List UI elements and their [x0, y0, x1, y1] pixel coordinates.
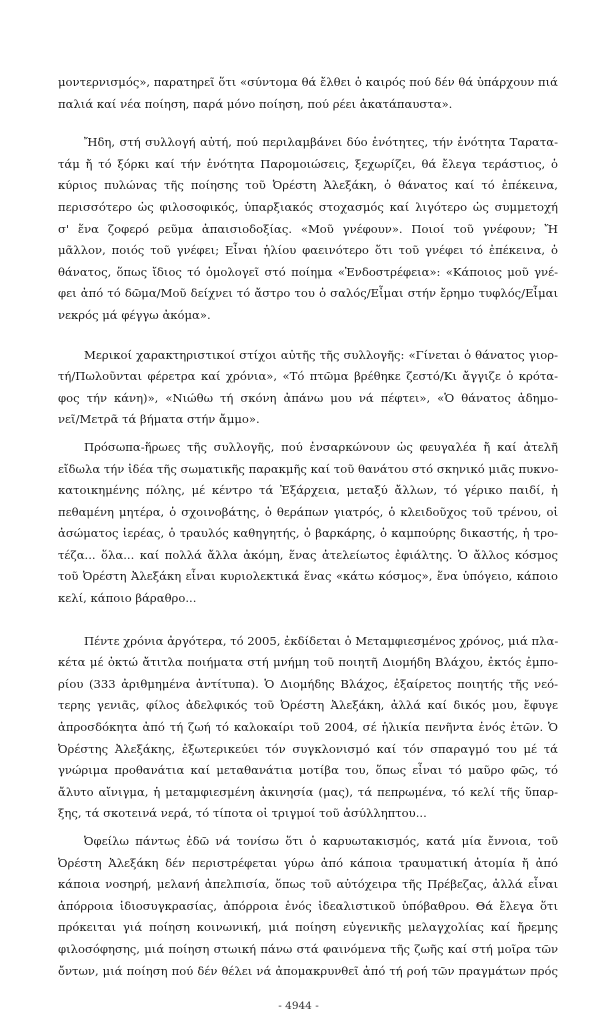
text-line: μοντερνισμός», παρατηρεῖ ὅτι «σύντομα θά ἔλθει ὁ καιρός πού δέν θά ὑπάρχουν πιά — [58, 75, 558, 89]
text-line: ὄντων, μιά ποίηση πού δέν θέλει νά ἀπομακρυνθεῖ ἀπό τή ροή τῶν πραγμάτων πρός — [58, 963, 558, 978]
text-line: φιλοσόφησης, μιά ποίηση στωική πάνω στά φαινόμενα τῆς ζωῆς καί στή μοῖρα τῶν — [58, 941, 558, 956]
text-line: Πέντε χρόνια ἀργότερα, τό 2005, ἐκδίδεται ὁ Μεταμφιεσμένος χρόνος, μιά πλα- — [84, 633, 559, 648]
text-line: Ἤδη, στή συλλογή αὐτή, πού περιλαμβάνει δύο ἑνότητες, τήν ἑνότητα Ταρατα- — [84, 135, 558, 150]
text-line: σ' ἕνα ζοφερό ρεῦμα ἀπαισιοδοξίας. «Μοῦ γνέφουν». Ποιοί τοῦ γνέφουν; Ἤ — [58, 221, 558, 236]
text-line: τή/Πωλοῦνται φέρετρα καί χρόνια», «Τό πτῶμα βρέθηκε ζεστό/Κι ἄγγιζε ὁ κρότα- — [58, 369, 558, 384]
text-line: νεῖ/Μετρᾶ τά βήματα στήν ἄμμο». — [58, 412, 260, 427]
text-line: πρόκειται γιά ποίηση κοινωνική, μιά ποίηση εὐγενικῆς μελαγχολίας καί ἤρεμης — [58, 920, 558, 935]
paragraph-2 — [58, 132, 558, 326]
text-line: νεκρός μά φέγγω ἀκόμα». — [58, 307, 211, 322]
text-line: κύριος πυλώνας τῆς ποίησης τοῦ Ὀρέστη Ἀλεξάκη, ὁ θάνατος καί τό ἐπέκεινα, — [58, 178, 558, 193]
text-line: μᾶλλον, ποιός τοῦ γνέφει; Εἶναι ἡλίου φαεινότερο ὅτι τοῦ γνέφει τό ἐπέκεινα, ὁ — [58, 243, 558, 258]
text-line: κέτα μέ ὀκτώ ἄτιτλα ποιήματα στή μνήμη τοῦ ποιητῆ Διομήδη Βλάχου, ἐκτός ἐμπο- — [58, 655, 558, 670]
text-line: Ὀρέστης Ἀλεξάκης, ἐξωτερικεύει τόν συγκλονισμό καί τόν σπαραγμό του μέ τά — [58, 741, 558, 756]
text-line: κάποια νοσηρή, μελανή ἀπελπισία, ὅπως τοῦ αὐτόχειρα τῆς Πρέβεζας, ἀλλά εἶναι — [58, 877, 558, 892]
text-line: τέζα... ὅλα... καί πολλά ἄλλα ἀκόμη, ἕνας ἀτελείωτος ἐφιάλτης. Ὁ ἄλλος κόσμος — [58, 547, 558, 562]
text-line: τερης γενιᾶς, φίλος ἀδελφικός τοῦ Ὀρέστη Ἀλεξάκη, ἀλλά καί δικός μου, ἔφυγε — [58, 698, 558, 713]
document-page — [58, 72, 558, 982]
text-line: εἴδωλα τήν ἰδέα τῆς σωματικῆς παρακμῆς καί τοῦ θανάτου στό σκηνικό μιᾶς πυκνο- — [58, 461, 559, 476]
text-line: ἄλυτο αἴνιγμα, ἡ μεταμφιεσμένη ἀκινησία (μας), τά πεπρωμένα, τό κελί τῆς ὕπαρ- — [58, 784, 558, 799]
text-line: ξης, τά σκοτεινά νερά, τό τίποτα οἱ τριγμοί τοῦ ἀσύλληπτου... — [58, 806, 427, 821]
paragraph-4 — [58, 437, 558, 610]
text-line: κελί, κάποιο βάραθρο... — [58, 591, 197, 606]
text-line: τοῦ Ὀρέστη Ἀλεξάκη εἶναι κυριολεκτικά ἕνας «κάτω κόσμος», ἕνα ὑπόγειο, κάποιο — [58, 569, 558, 584]
text-line: Πρόσωπα-ἥρωες τῆς συλλογῆς, πού ἐνσαρκώνουν ὡς φευγαλέα ἤ καί ἀτελῆ — [84, 439, 558, 454]
text-line: ἀπόρροια ἰδιοσυγκρασίας, ἀπόρροια ἑνός ἰδεαλιστικοῦ ὑπόβαθρου. Θά ἔλεγα ὅτι — [58, 898, 558, 913]
paragraph-6 — [58, 831, 558, 982]
text-line: τάμ ἤ τό ξόρκι καί τήν ἑνότητα Παρομοιώσεις, ξεχωρίζει, θά ἔλεγα τεράστιος, ὁ — [58, 156, 558, 171]
text-line: φει ἀπό τό δῶμα/Μοῦ δείχνει τό ἄστρο του ὁ σαλός/Εἶμαι στήν ἔρημο τυφλός/Εἶμαι — [58, 286, 558, 301]
text-line: γνώριμα προθανάτια καί μεταθανάτια μοτίβα του, ὅπως εἶναι τό μαῦρο φῶς, τό — [58, 763, 558, 778]
text-line: παλιά καί νέα ποίηση, παρά μόνο ποίηση, πού ρέει ἀκατάπαυστα». — [58, 96, 453, 111]
text-line: Μερικοί χαρακτηριστικοί στίχοι αὐτῆς τῆς συλλογῆς: «Γίνεται ὁ θάνατος γιορ- — [84, 347, 558, 362]
paragraph-5 — [58, 631, 558, 825]
text-line: ἀσώματος ἱερέας, ὁ τραυλός καθηγητής, ὁ βαρκάρης, ὁ καμπούρης δικαστής, ἡ τρο- — [58, 526, 558, 541]
text-line: θάνατος, ὅπως ἴδιος τό ὁμολογεῖ στό ποίημα «Ἐνδοστρέφεια»: «Κάποιος μοῦ γνέ- — [58, 264, 558, 279]
paragraph-3 — [58, 345, 558, 431]
paragraph-1 — [58, 72, 558, 115]
text-line: κατοικημένης πόλης, μέ κέντρο τά Ἐξάρχεια, μεταξύ ἄλλων, τό γέρικο παιδί, ἡ — [58, 483, 558, 498]
text-line: φος τήν κάνη)», «Νιώθω τή σκόνη ἀπάνω μου νά πέφτει», «Ὁ θάνατος ἀδημο- — [58, 390, 558, 405]
text-line: περισσότερο ὡς φιλοσοφικός, ὑπαρξιακός στοχασμός καί λιγότερο ὡς συμμετοχή — [58, 199, 558, 214]
page-number: - 4944 - — [278, 1000, 319, 1012]
text-line: πεθαμένη μητέρα, ὁ σχοινοβάτης, ὁ θεράπων γιατρός, ὁ κλειδοῦχος τοῦ τρένου, οἱ — [58, 504, 558, 519]
text-line: ἀπροσδόκητα ἀπό τή ζωή τό καλοκαίρι τοῦ 2004, σέ ἡλικία πενῆντα ἑνός ἐτῶν. Ὁ — [58, 720, 558, 735]
text-line: ρίου (333 ἀριθμημένα ἀντίτυπα). Ὁ Διομήδης Βλάχος, ἐξαίρετος ποιητής τῆς νεό- — [58, 676, 558, 691]
text-line: Ὀρέστη Ἀλεξάκη δέν περιστρέφεται γύρω ἀπό κάποια τραυματική ἀτομία ἤ ἀπό — [58, 855, 558, 870]
text-line: Ὀφείλω πάντως ἐδῶ νά τονίσω ὅτι ὁ καρυωτακισμός, κατά μία ἔννοια, τοῦ — [84, 834, 558, 848]
